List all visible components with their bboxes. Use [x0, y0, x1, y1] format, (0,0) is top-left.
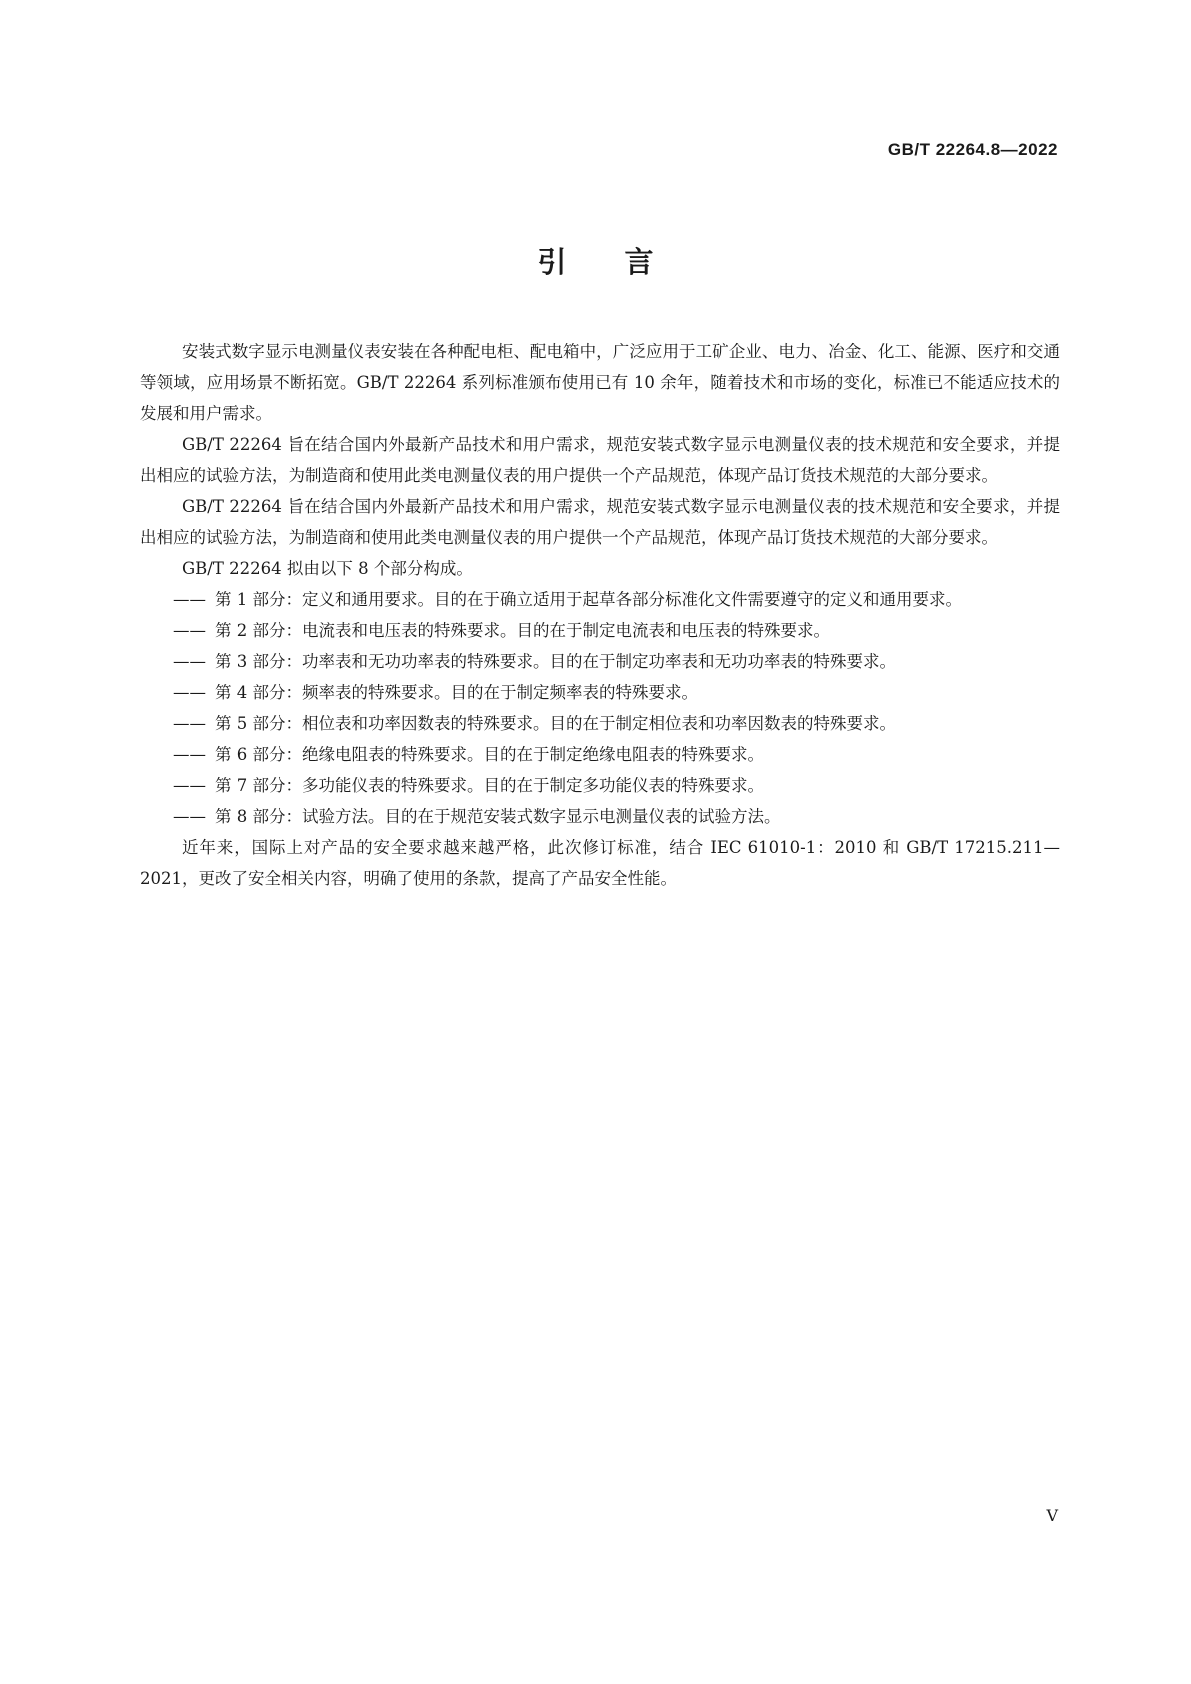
list-item-text: 第 3 部分：功率表和无功功率表的特殊要求。目的在于制定功率表和无功功率表的特殊要求。 [215, 652, 896, 671]
list-dash: —— [173, 652, 206, 671]
list-dash: —— [173, 776, 206, 795]
list-item-text: 第 1 部分：定义和通用要求。目的在于确立适用于起草各部分标准化文件需要遵守的定义和通用要求。 [215, 590, 962, 609]
list-item [173, 677, 1060, 708]
closing-paragraph: 近年来，国际上对产品的安全要求越来越严格，此次修订标准，结合 IEC 61010-1：2010 和 GB/T 17215.211—2021，更改了安全相关内容，明确了使用的条款，提高了产品安全性能。 [140, 838, 1060, 888]
list-dash: —— [173, 807, 206, 826]
list-item [173, 584, 1060, 615]
list-item [173, 615, 1060, 646]
list-item [173, 739, 1060, 770]
page-title: 引言 [537, 245, 712, 279]
list-dash: —— [173, 590, 206, 609]
standard-code: GB/T 22264.8—2022 [887, 140, 1058, 159]
paragraph: GB/T 22264 拟由以下 8 个部分构成。 [182, 559, 473, 578]
document-body [140, 336, 1060, 894]
list-item-text: 第 5 部分：相位表和功率因数表的特殊要求。目的在于制定相位表和功率因数表的特殊要求。 [215, 714, 896, 733]
paragraph: 安装式数字显示电测量仪表安装在各种配电柜、配电箱中，广泛应用于工矿企业、电力、冶金、化工、能源、医疗和交通等领域，应用场景不断拓宽。GB/T 22264 系列标准颁布使用已有 10 余年，随着技术和市场的变化，标准已不能适应技术的发展和用户需求。 [140, 342, 1060, 423]
paragraph: GB/T 22264 旨在结合国内外最新产品技术和用户需求，规范安装式数字显示电测量仪表的技术规范和安全要求，并提出相应的试验方法，为制造商和使用此类电测量仪表的用户提供一个产品规范，体现产品订货技术规范的大部分要求。 [140, 497, 1060, 547]
parts-list [140, 584, 1060, 832]
list-item [173, 646, 1060, 677]
list-item-text: 第 8 部分：试验方法。目的在于规范安装式数字显示电测量仪表的试验方法。 [215, 807, 781, 826]
list-item-text: 第 2 部分：电流表和电压表的特殊要求。目的在于制定电流表和电压表的特殊要求。 [215, 621, 830, 640]
page-number: V [1046, 1506, 1058, 1525]
list-dash: —— [173, 714, 206, 733]
list-item [173, 708, 1060, 739]
list-item [173, 801, 1060, 832]
list-item-text: 第 7 部分：多功能仪表的特殊要求。目的在于制定多功能仪表的特殊要求。 [215, 776, 764, 795]
paragraph: GB/T 22264 旨在结合国内外最新产品技术和用户需求，规范安装式数字显示电测量仪表的技术规范和安全要求，并提出相应的试验方法，为制造商和使用此类电测量仪表的用户提供一个产品规范，体现产品订货技术规范的大部分要求。 [140, 435, 1060, 485]
list-dash: —— [173, 745, 206, 764]
list-dash: —— [173, 621, 206, 640]
list-item-text: 第 6 部分：绝缘电阻表的特殊要求。目的在于制定绝缘电阻表的特殊要求。 [215, 745, 764, 764]
list-item-text: 第 4 部分：频率表的特殊要求。目的在于制定频率表的特殊要求。 [215, 683, 698, 702]
list-dash: —— [173, 683, 206, 702]
list-item [173, 770, 1060, 801]
